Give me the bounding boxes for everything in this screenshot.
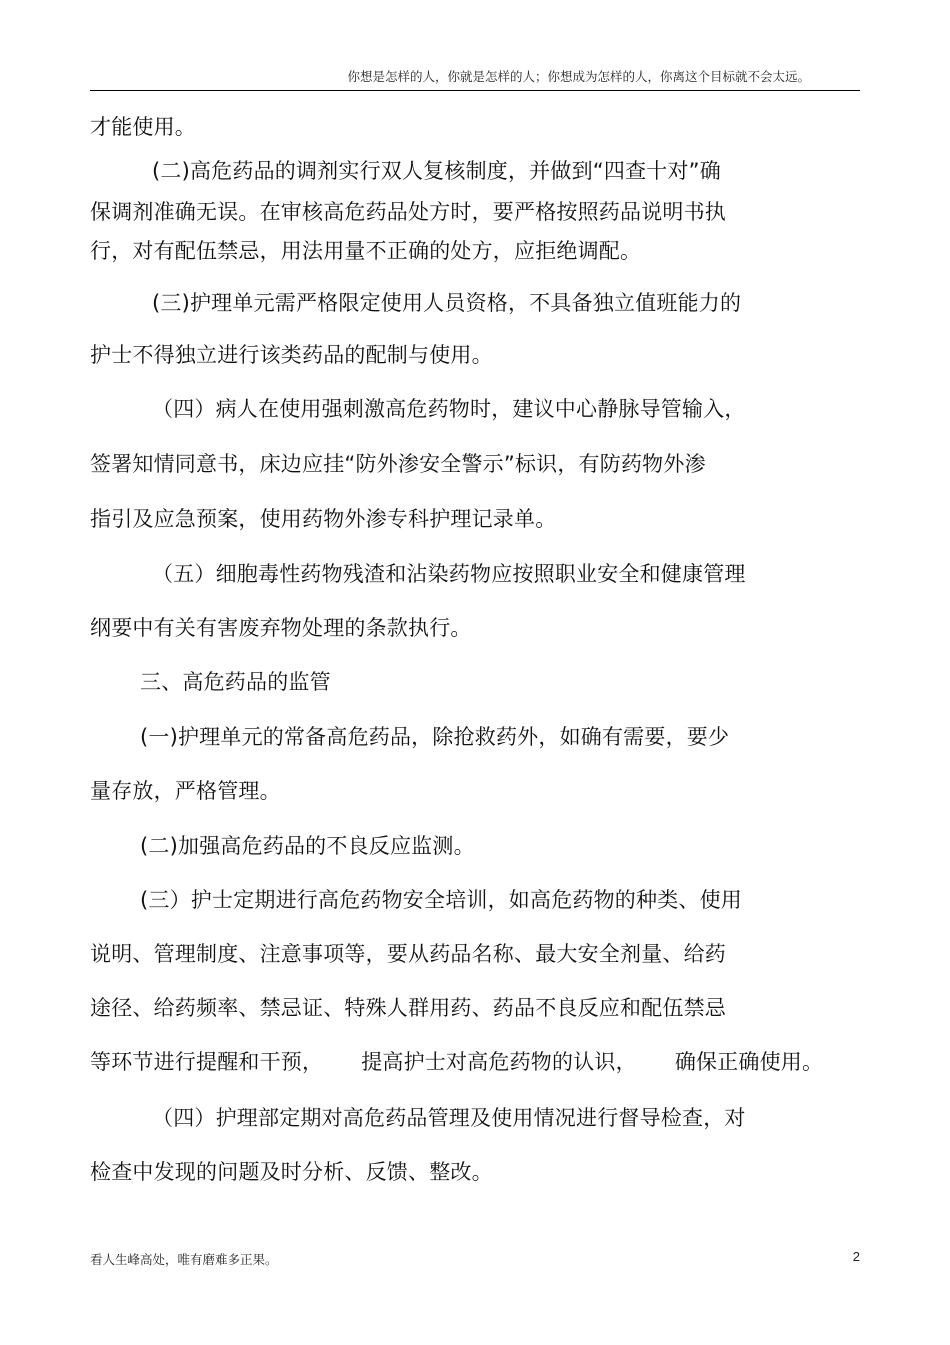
paragraph-line: （四）病人在使用强刺激高危药物时，建议中心静脉导管输入， [152, 397, 746, 421]
paragraph-line: 护士不得独立进行该类药品的配制与使用。 [90, 343, 493, 367]
line-segment: 确保正确使用。 [674, 1050, 824, 1074]
paragraph-line: 量存放，严格管理。 [90, 779, 281, 803]
paragraph-line: (二)加强高危药品的不良反应监测。 [140, 834, 475, 858]
line-segment: 提高护士对高危药物的认识， [361, 1050, 637, 1074]
paragraph-line: (一)护理单元的常备高危药品，除抢救药外，如确有需要，要少 [140, 725, 730, 749]
paragraph-line: (三）护士定期进行高危药物安全培训，如高危药物的种类、使用 [140, 888, 742, 912]
paragraph-line: 检查中发现的问题及时分析、反馈、整改。 [90, 1160, 493, 1184]
paragraph-line: 行，对有配伍禁忌，用法用量不正确的处方，应拒绝调配。 [90, 239, 642, 263]
paragraph-line: 保调剂准确无误。在审核高危药品处方时，要严格按照药品说明书执 [90, 200, 726, 224]
footer-motto: 看人生峰高处，唯有磨难多正果。 [90, 1252, 278, 1267]
paragraph-line: (二)高危药品的调剂实行双人复核制度，并做到“四查十对”确 [152, 159, 721, 183]
paragraph-line: （五）细胞毒性药物残渣和沾染药物应按照职业安全和健康管理 [152, 562, 746, 586]
paragraph-line: 说明、管理制度、注意事项等，要从药品名称、最大安全剂量、给药 [90, 942, 726, 966]
header-divider [90, 90, 860, 91]
paragraph-line: （四）护理部定期对高危药品管理及使用情况进行督导检查，对 [152, 1106, 746, 1130]
paragraph-line: 才能使用。 [90, 115, 196, 139]
page-number: 2 [852, 1249, 860, 1264]
section-heading: 三、高危药品的监管 [140, 670, 331, 694]
line-segment: 等环节进行提醒和干预， [90, 1050, 324, 1074]
header-motto: 你想是怎样的人，你就是怎样的人；你想成为怎样的人，你离这个目标就不会太远。 [347, 69, 810, 84]
paragraph-line: 指引及应急预案，使用药物外渗专科护理记录单。 [90, 507, 557, 531]
paragraph-line: 纲要中有关有害废弃物处理的条款执行。 [90, 616, 472, 640]
paragraph-line: (三)护理单元需严格限定使用人员资格，不具备独立值班能力的 [152, 291, 742, 315]
paragraph-line: 签署知情同意书，床边应挂“防外渗安全警示”标识，有防药物外渗 [90, 452, 706, 476]
paragraph-line: 途径、给药频率、禁忌证、特殊人群用药、药品不良反应和配伍禁忌 [90, 996, 726, 1020]
paragraph-line-split [90, 1049, 823, 1075]
